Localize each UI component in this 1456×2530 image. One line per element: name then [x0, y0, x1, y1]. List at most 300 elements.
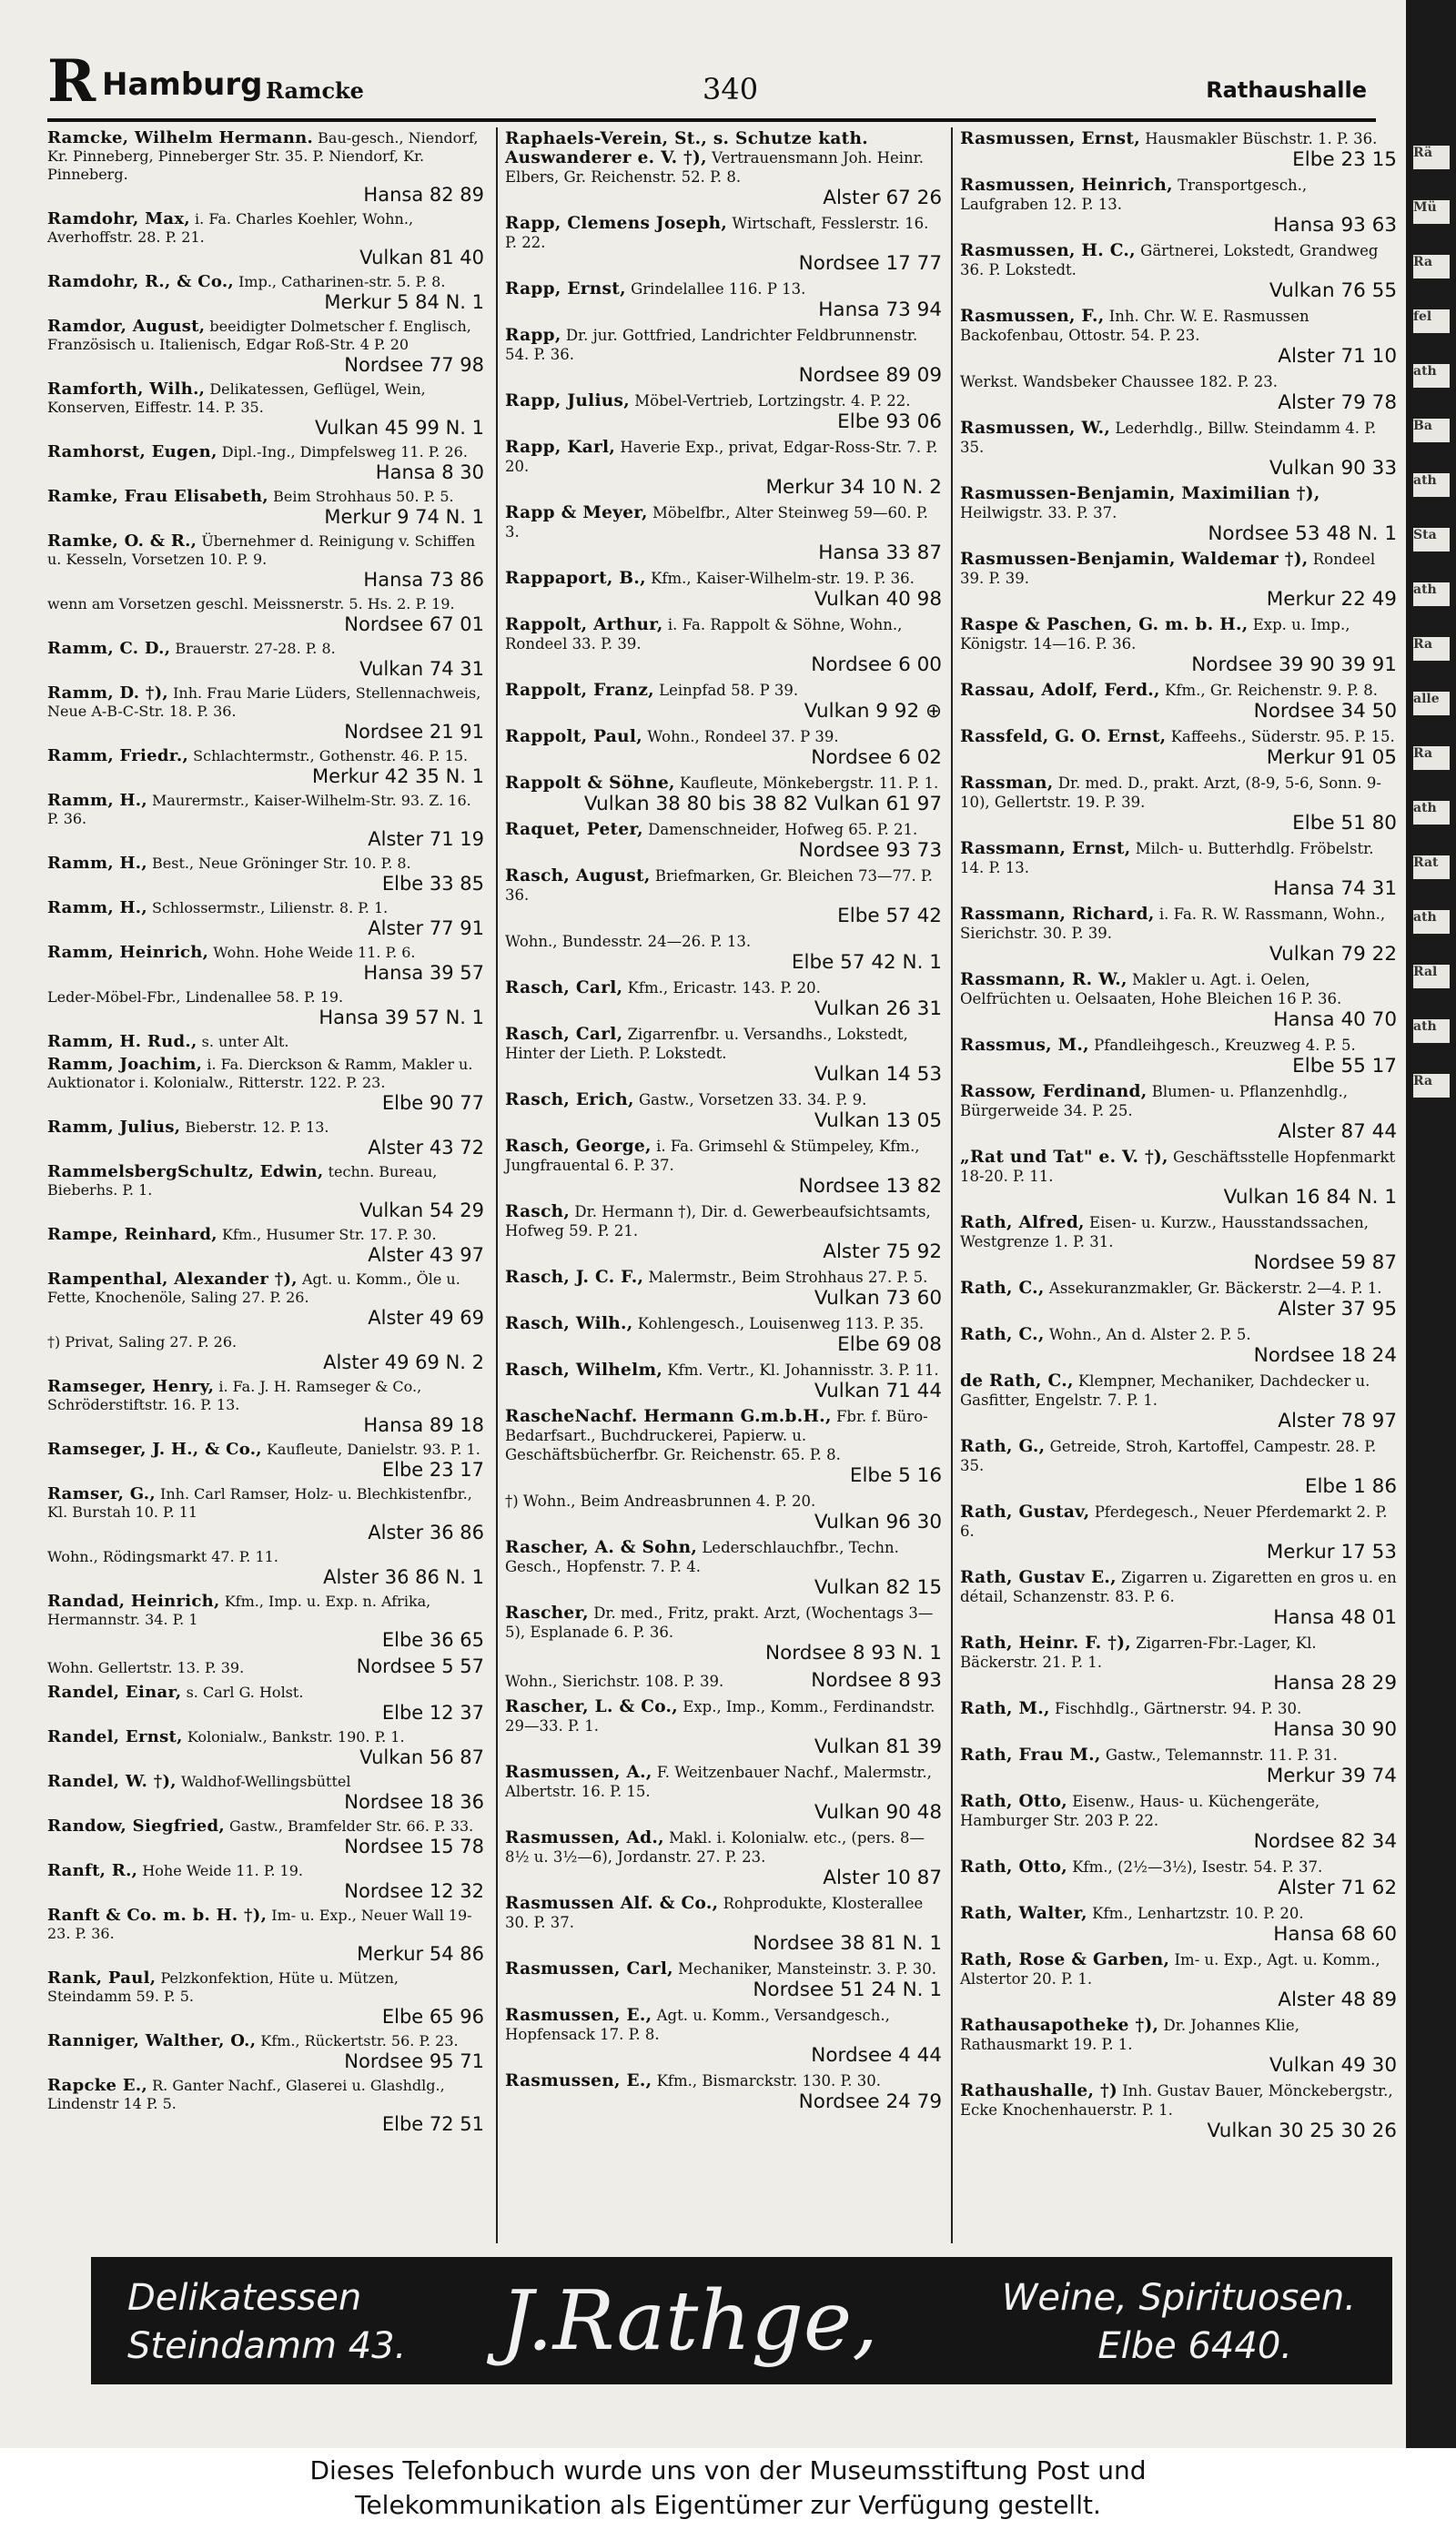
page-number: 340 [703, 72, 759, 106]
entry-phone-number: Elbe 90 77 [381, 1092, 484, 1114]
listing-entry [505, 279, 942, 321]
entry-details: Im- u. Exp., Neuer Wall 19-23. P. 36. [47, 1907, 472, 1942]
entry-phone-number: Nordsee 8 93 [811, 1669, 942, 1692]
entry-phone-number: Vulkan 74 31 [359, 658, 484, 680]
entry-phone-number: Elbe 69 08 [837, 1333, 942, 1356]
listing-entry [505, 2006, 942, 2067]
entry-details: Kolonialw., Bankstr. 190. P. 1. [187, 1728, 405, 1746]
entry-details: wenn am Vorsetzen geschl. Meissnerstr. 5. Hs. 2. P. 19. [47, 595, 455, 612]
listing-entry [505, 1669, 942, 1693]
entry-name: Rasch, J. C. F., [505, 1268, 644, 1287]
entry-phone-number: Elbe 51 80 [1292, 812, 1397, 835]
entry-phone-number: Elbe 33 85 [381, 873, 484, 895]
entry-name: Randel, W. †), [47, 1772, 177, 1791]
entry-phone-number: Vulkan 54 29 [359, 1199, 484, 1221]
entry-details: Kfm., Gr. Reichenstr. 9. P. 8. [1165, 682, 1378, 699]
entry-phone-number: Elbe 36 65 [381, 1629, 484, 1651]
entry-name: Ranft & Co. m. b. H. †), [47, 1906, 268, 1925]
entry-phone-number: Vulkan 81 40 [359, 247, 484, 268]
adjacent-page-fragment: ath [1413, 801, 1450, 825]
entry-phone-number: Merkur 22 49 [1266, 588, 1397, 611]
entry-name: Rath, Frau M., [960, 1746, 1101, 1765]
entry-details: Schlachtermstr., Gothenstr. 46. P. 15. [193, 747, 469, 764]
listing-entry [47, 944, 484, 984]
entry-details: Kfm. Vertr., Kl. Johannisstr. 3. P. 11. [667, 1361, 939, 1379]
entry-name: Rascher, [505, 1604, 589, 1623]
entry-details: Inh. Carl Ramser, Holz- u. Blechkistenfbr., Kl. Burstah 10. P. 11 [47, 1485, 472, 1521]
entry-phone-number: Vulkan 81 39 [814, 1736, 942, 1758]
entry-name: Rasch, [505, 1202, 571, 1221]
entry-name: Rath, Otto, [960, 1792, 1067, 1811]
adjacent-page-fragment: ath [1413, 1019, 1450, 1043]
listing-entry [47, 747, 484, 787]
entry-name: Rath, Heinr. F. †), [960, 1634, 1132, 1653]
entry-phone-number: Merkur 39 74 [1266, 1765, 1397, 1787]
entry-details: Kfm., Husumer Str. 17. P. 30. [221, 1226, 437, 1243]
listing-entry [47, 210, 484, 268]
entry-phone-number: Vulkan 45 99 N. 1 [315, 417, 484, 439]
listing-entry [47, 1817, 484, 1857]
entry-name: Rapp, Ernst, [505, 279, 626, 299]
entry-phone-number: Nordsee 17 77 [798, 252, 942, 275]
entry-details: Kfm., Lenhartzstr. 10. P. 20. [1092, 1905, 1304, 1922]
entry-phone-number: Nordsee 82 34 [1253, 1830, 1397, 1853]
entry-phone-number: Hansa 68 60 [1273, 1923, 1397, 1946]
listing-entry [960, 419, 1397, 480]
entry-phone-number: Alster 67 26 [823, 187, 942, 209]
entry-phone-number: Alster 71 19 [368, 828, 484, 850]
entry-phone-number: Alster 87 44 [1278, 1120, 1397, 1143]
entry-phone-number: Alster 71 10 [1278, 345, 1397, 368]
entry-name: Rappolt, Franz, [505, 681, 654, 700]
entry-name: Rassau, Adolf, Ferd., [960, 681, 1160, 700]
entry-phone-number: Nordsee 5 57 [356, 1655, 484, 1677]
entry-name: Rath, G., [960, 1437, 1046, 1456]
entry-name: Rasch, Wilh., [505, 1314, 633, 1333]
entry-details: Kfm., Ericastr. 143. P. 20. [627, 979, 821, 997]
entry-name: Rasmussen, Ernst, [960, 129, 1140, 148]
entry-phone-number: Alster 10 87 [823, 1867, 942, 1889]
entry-details: i. Fa. Dierckson & Ramm, Makler u. Auktionator i. Kolonialw., Ritterstr. 122. P. 23. [47, 1056, 473, 1091]
entry-phone-number: Alster 71 62 [1278, 1877, 1397, 1899]
entry-details: Fbr. f. Büro-Bedarfsart., Buchdruckerei, Papierw. u. Geschäftsbücherfbr. Gr. Reichenstr. 65. P. 8. [505, 1408, 928, 1463]
entry-phone-number: Vulkan 13 05 [814, 1109, 942, 1132]
entry-details: Wirtschaft, Fesslerstr. 16. P. 22. [505, 215, 929, 251]
column-divider [496, 127, 498, 2243]
listing-entry [505, 1763, 942, 1824]
adjacent-page-fragment: Ral [1413, 965, 1450, 988]
entry-phone-number: Nordsee 93 73 [798, 839, 942, 862]
entry-phone-number: Nordsee 12 32 [344, 1880, 484, 1902]
entry-name: Rath, C., [960, 1279, 1045, 1298]
entry-phone-number: Alster 77 91 [368, 917, 484, 939]
entry-phone-number: Alster 37 95 [1278, 1298, 1397, 1321]
entry-phone-number: Vulkan 76 55 [1269, 279, 1397, 302]
entry-details: s. Carl G. Holst. [186, 1684, 304, 1701]
entry-details: i. Fa. Charles Koehler, Wohn., Averhoffstr. 28. P. 21. [47, 210, 414, 246]
entry-name: Raspe & Paschen, G. m. b. H., [960, 615, 1249, 634]
entry-name: Ramcke, Wilhelm Hermann. [47, 128, 314, 147]
listing-entry [47, 1773, 484, 1813]
entry-details: Grindelallee 116. P 13. [631, 280, 806, 298]
listing-entry [505, 820, 942, 862]
entry-details: Kaufleute, Mönkebergstr. 11. P. 1. [680, 774, 939, 792]
entry-details: Wohn., Bundesstr. 24—26. P. 13. [505, 933, 752, 950]
entry-details: Leinpfad 58. P 39. [659, 682, 799, 699]
listing-entry [47, 1684, 484, 1724]
entry-details: Fischhdlg., Gärtnerstr. 94. P. 30. [1054, 1700, 1302, 1717]
entry-phone-number: Alster 78 97 [1278, 1410, 1397, 1432]
entry-details: Möbel-Vertrieb, Lortzingstr. 4. P. 22. [634, 392, 911, 410]
entry-details: Makl. i. Kolonialw. etc., (pers. 8—8½ u. 3½—6), Jordanstr. 27. P. 23. [505, 1829, 925, 1866]
entry-details: Dr. med. D., prakt. Arzt, (8-9, 5-6, Sonn. 9-10), Gellertstr. 19. P. 39. [960, 774, 1381, 811]
entry-details: i. Fa. J. H. Ramseger & Co., Schröderstiftstr. 16. P. 13. [47, 1378, 422, 1413]
entry-name: Randad, Heinrich, [47, 1592, 220, 1611]
entry-details: i. Fa. R. W. Rassmann, Wohn., Sierichstr. 30. P. 39. [960, 906, 1386, 942]
listing-entry [47, 273, 484, 313]
listing-entry [505, 1314, 942, 1356]
entry-phone-number: Alster 49 69 [368, 1307, 484, 1329]
entry-name: Ramm, Friedr., [47, 746, 189, 765]
entry-name: Rasmussen, Ad., [505, 1828, 664, 1847]
entry-details: Blumen- u. Pflanzenhdlg., Bürgerweide 34. P. 25. [960, 1083, 1348, 1119]
entry-name: Randow, Siegfried, [47, 1817, 225, 1836]
listing-entry [47, 1226, 484, 1266]
entry-name: Ranft, R., [47, 1861, 138, 1880]
entry-phone-number: Hansa 40 70 [1273, 1008, 1397, 1031]
entry-phone-number: Nordsee 38 81 N. 1 [753, 1932, 942, 1955]
entry-name: Raphaels-Verein, St., s. Schutze kath. Auswanderer e. V. †), [505, 129, 868, 167]
listing-entry [505, 1959, 942, 2001]
entry-name: Randel, Einar, [47, 1683, 182, 1702]
entry-phone-number: Nordsee 6 02 [811, 746, 942, 769]
adjacent-page-fragment: fel [1413, 309, 1450, 333]
entry-details: Imp., Catharinen-str. 5. P. 8. [238, 273, 446, 290]
entry-phone-number: Nordsee 53 48 N. 1 [1208, 522, 1397, 545]
entry-details: F. Weitzenbauer Nachf., Malermstr., Albertstr. 16. P. 15. [505, 1764, 932, 1800]
entry-name: Rasch, Wilhelm, [505, 1361, 663, 1380]
entry-details: Bieberstr. 12. P. 13. [185, 1118, 329, 1136]
entry-phone-number: Hansa 28 29 [1273, 1672, 1397, 1695]
listing-entry [960, 1792, 1397, 1853]
entry-name: Rath, Gustav, [960, 1503, 1090, 1522]
entry-phone-number: Hansa 39 57 [363, 962, 484, 984]
entry-details: Dr. Hermann †), Dir. d. Gewerbeaufsichtsamts, Hofweg 59. P. 21. [505, 1203, 931, 1240]
entry-phone-number: Vulkan 56 87 [359, 1746, 484, 1768]
footer-notice [0, 2448, 1456, 2530]
entry-phone-number: Alster 79 78 [1278, 391, 1397, 414]
entry-name: Ramdohr, R., & Co., [47, 272, 234, 291]
entry-details: R. Ganter Nachf., Glaserei u. Glashdlg., Lindenstr 14 P. 5. [47, 2077, 445, 2112]
entry-name: Rappolt, Arthur, [505, 615, 663, 634]
entry-name: Ramm, Julius, [47, 1118, 181, 1137]
listing-entry [47, 1441, 484, 1481]
entry-name: Rath, Otto, [960, 1857, 1067, 1877]
listing-entry [960, 1036, 1397, 1078]
listing-entry [960, 1699, 1397, 1741]
listing-entry [47, 1056, 484, 1114]
entry-details: Transportgesch., Laufgraben 12. P. 13. [960, 177, 1308, 213]
entry-name: Rasmussen Alf. & Co., [505, 1894, 719, 1913]
entry-name: Rampe, Reinhard, [47, 1225, 217, 1244]
entry-details: Lederschlauchfbr., Techn. Gesch., Hopfenstr. 7. P. 4. [505, 1539, 899, 1575]
listing-entry [505, 326, 942, 387]
entry-phone-number: Elbe 55 17 [1292, 1055, 1397, 1078]
adjacent-page-fragment: ath [1413, 473, 1450, 497]
entry-phone-number: Hansa 30 90 [1273, 1718, 1397, 1741]
entry-details: Maurermstr., Kaiser-Wilhelm-Str. 93. Z. 16. P. 36. [47, 792, 471, 827]
entry-details: Gastw., Telemannstr. 11. P. 31. [1105, 1746, 1338, 1764]
header-rule [47, 118, 1376, 122]
listing-entry [47, 1969, 484, 2028]
ad-company-name: J.Rathge, [500, 2273, 878, 2369]
entry-phone-number: Alster 49 69 N. 2 [323, 1351, 484, 1373]
ad-line-delikatessen: Delikatessen [127, 2277, 362, 2319]
listing-entry [47, 1270, 484, 1329]
entry-address: Wohn. Gellertstr. 13. P. 39. [47, 1659, 245, 1676]
ad-line-address: Steindamm 43. [127, 2325, 407, 2367]
entry-details: Dr. jur. Gottfried, Landrichter Feldbrunnenstr. 54. P. 36. [505, 327, 918, 363]
listing-entry [960, 129, 1397, 171]
entry-details: Makler u. Agt. i. Oelen, Oelfrüchten u. Oelsaaten, Hohe Bleichen 16 P. 36. [960, 971, 1342, 1007]
listing-entry [47, 2032, 484, 2072]
entry-name: Rascher, L. & Co., [505, 1697, 679, 1716]
section-letter: R [47, 47, 96, 116]
entry-details: Exp. u. Imp., Königstr. 14—16. P. 36. [960, 616, 1350, 653]
entry-name: Rapp, Clemens Joseph, [505, 214, 728, 233]
entry-name: Ramser, G., [47, 1484, 156, 1503]
entry-details: Gärtnerei, Lokstedt, Grandweg 36. P. Lokstedt. [960, 242, 1379, 278]
entry-details: Kfm., Bismarckstr. 130. P. 30. [656, 2072, 882, 2090]
entry-phone-number: Elbe 65 96 [381, 2006, 484, 2028]
entry-name: Rasch, Erich, [505, 1090, 634, 1109]
entry-details: Dr. Johannes Klie, Rathausmarkt 19. P. 1. [960, 2017, 1299, 2053]
listing-entry [505, 727, 942, 769]
entry-details: Best., Neue Gröninger Str. 10. P. 8. [152, 855, 411, 872]
entry-phone-number: Alster 43 72 [368, 1137, 484, 1159]
entry-details: Hohe Weide 11. P. 19. [142, 1862, 303, 1879]
entry-name: Rasmussen, E., [505, 2006, 652, 2025]
listing-entry [47, 129, 484, 206]
entry-details: Zigarrenfbr. u. Versandhs., Lokstedt, Hinter der Lieth. P. Lokstedt. [505, 1026, 908, 1062]
entry-phone-number: Hansa 74 31 [1273, 877, 1397, 900]
entry-name: Rampenthal, Alexander †), [47, 1270, 298, 1289]
entry-details: Kaufleute, Danielstr. 93. P. 1. [266, 1441, 480, 1458]
adjacent-page-fragment: ath [1413, 364, 1450, 388]
entry-details: Dipl.-Ing., Dimpfelsweg 11. P. 26. [221, 443, 468, 460]
entry-name: Ramm, H., [47, 791, 147, 810]
entry-details: Geschäftsstelle Hopfenmarkt 18-20. P. 11. [960, 1149, 1396, 1185]
entry-details: Kfm., Rückertstr. 56. P. 23. [260, 2032, 459, 2049]
listing-entry [960, 839, 1397, 900]
entry-name: Rappaport, B., [505, 569, 646, 588]
entry-phone-number: Nordsee 13 82 [798, 1175, 942, 1198]
entry-details: Assekuranzmakler, Gr. Bäckerstr. 2—4. P. 1. [1048, 1280, 1382, 1297]
entry-phone-number: Elbe 57 42 N. 1 [791, 951, 942, 974]
entry-details: Pfandleihgesch., Kreuzweg 4. P. 5. [1094, 1037, 1356, 1054]
listing-entry [47, 1378, 484, 1436]
entry-phone-number: Vulkan 30 25 30 26 [1207, 2120, 1397, 2142]
entry-phone-number: Vulkan 90 33 [1269, 457, 1397, 480]
entry-name: „Rat und Tat" e. V. †), [960, 1148, 1168, 1167]
entry-details: †) Privat, Saling 27. P. 26. [47, 1333, 238, 1351]
entry-name: Rath, Alfred, [960, 1213, 1085, 1232]
listing-entry [47, 595, 484, 635]
entry-details: Gastw., Bramfelder Str. 66. P. 33. [229, 1817, 474, 1835]
listing-entry [505, 866, 942, 927]
entry-details: Inh. Frau Marie Lüders, Stellennachweis, Neue A-B-C-Str. 18. P. 36. [47, 684, 481, 720]
entry-details: Haverie Exp., privat, Edgar-Ross-Str. 7. P. 20. [505, 439, 938, 475]
entry-name: Ramm, Joachim, [47, 1055, 203, 1074]
entry-name: Rapcke E., [47, 2076, 148, 2095]
entry-details: Pferdegesch., Neuer Pferdemarkt 2. P. 6. [960, 1503, 1388, 1540]
footer-line-1: Dieses Telefonbuch wurde uns von der Museumsstiftung Post und [309, 2455, 1147, 2485]
adjacent-page-fragment: Ba [1413, 419, 1450, 442]
entry-phone-number: Hansa 33 87 [818, 541, 942, 564]
entry-phone-number: Elbe 23 15 [1292, 148, 1397, 171]
entry-name: Rasch, Carl, [505, 1025, 623, 1044]
entry-phone-number: Hansa 93 63 [1273, 214, 1397, 237]
entry-name: Ramke, Frau Elisabeth, [47, 487, 268, 506]
entry-details: Wohn., Rödingsmarkt 47. P. 11. [47, 1548, 278, 1565]
listing-entry [505, 1697, 942, 1758]
entry-name: Rank, Paul, [47, 1968, 157, 1988]
entry-name: Rath, Gustav E., [960, 1568, 1117, 1587]
listing-entry [960, 2081, 1397, 2142]
entry-phone-number: Vulkan 26 31 [814, 997, 942, 1020]
page-header [47, 47, 1367, 116]
adjacent-page-fragment: alle [1413, 692, 1450, 715]
entry-details: s. unter Alt. [201, 1033, 289, 1050]
listing-entry [47, 899, 484, 939]
adjacent-page-fragment: Mü [1413, 200, 1450, 224]
listing-entry [960, 372, 1397, 414]
entry-name: Rascher, A. & Sohn, [505, 1538, 698, 1557]
entry-details: Wohn., Rondeel 37. P 39. [647, 728, 839, 745]
column-divider [951, 127, 953, 2243]
listing-entry [505, 615, 942, 676]
listing-entry [47, 1862, 484, 1902]
listing-entry [505, 438, 942, 499]
entry-phone-number: Alster 75 92 [823, 1240, 942, 1263]
listing-entry [47, 1593, 484, 1651]
entry-phone-number: Alster 36 86 [368, 1522, 484, 1543]
entry-name: Randel, Ernst, [47, 1727, 183, 1746]
entry-name: Rassmann, R. W., [960, 970, 1127, 989]
entry-name: Rathausapotheke †), [960, 2016, 1159, 2035]
listing-entry [505, 503, 942, 564]
entry-phone-number: Elbe 1 86 [1304, 1475, 1397, 1498]
entry-name: Rassman, [960, 774, 1054, 793]
entry-details: Kfm., Kaiser-Wilhelm-str. 19. P. 36. [651, 570, 915, 587]
listing-entry [960, 615, 1397, 676]
listing-entry [47, 488, 484, 528]
entry-name: Ramm, D. †), [47, 683, 168, 703]
entry-name: Ramdohr, Max, [47, 209, 190, 228]
entry-name: Rassfeld, G. O. Ernst, [960, 727, 1167, 746]
entry-name: de Rath, C., [960, 1371, 1074, 1391]
listing-entry [47, 1485, 484, 1543]
entry-details: Pelzkonfektion, Hüte u. Mützen, Steindamm 59. P. 5. [47, 1969, 399, 2005]
entry-phone-number: Alster 36 86 N. 1 [323, 1566, 484, 1588]
entry-phone-number: Vulkan 40 98 [814, 588, 942, 611]
adjacent-page-fragment: ath [1413, 582, 1450, 606]
entry-name: Rassmus, M., [960, 1036, 1089, 1055]
listing-entry [47, 1548, 484, 1588]
entry-phone-number: Vulkan 71 44 [814, 1380, 942, 1402]
entry-name: Rasmussen, A., [505, 1763, 652, 1782]
entry-details: Agt. u. Komm., Öle u. Fette, Knochenöle, Saling 27. P. 26. [47, 1270, 460, 1306]
entry-phone-number: Nordsee 4 44 [811, 2044, 942, 2067]
entry-details: Vertrauensmann Joh. Heinr. Elbers, Gr. Reichenstr. 52. P. 8. [505, 149, 924, 186]
entry-details: Bau-gesch., Niendorf, Kr. Pinneberg, Pinneberger Str. 35. P. Niendorf, Kr. Pinneberg. [47, 129, 479, 183]
entry-phone-number: Nordsee 39 90 39 91 [1191, 653, 1397, 676]
entry-name: RammelsbergSchultz, Edwin, [47, 1162, 324, 1181]
entry-name: Rassmann, Ernst, [960, 839, 1131, 858]
entry-name: Rasmussen, E., [505, 2071, 652, 2090]
entry-name: Raquet, Peter, [505, 820, 643, 839]
listing-entry [47, 1033, 484, 1051]
entry-details: Brauerstr. 27-28. P. 8. [175, 640, 336, 657]
footer-line-2: Telekommunikation als Eigentümer zur Verfügung gestellt. [355, 2490, 1101, 2520]
listing-entry [47, 684, 484, 743]
entry-details: Beim Strohhaus 50. P. 5. [273, 488, 454, 505]
entry-details: Hausmakler Büschstr. 1. P. 36. [1145, 130, 1378, 147]
entry-name: Ramm, H. Rud., [47, 1032, 197, 1051]
entry-details: Eisen- u. Kurzw., Hausstandssachen, Westgrenze 1. P. 31. [960, 1214, 1369, 1250]
listing-column-2 [505, 129, 942, 2118]
entry-phone-number: Merkur 17 53 [1266, 1541, 1397, 1564]
listing-entry [960, 1857, 1397, 1899]
listing-entry [960, 1213, 1397, 1274]
listing-entry [960, 905, 1397, 966]
entry-phone-number: Hansa 48 01 [1273, 1606, 1397, 1629]
listing-entry [505, 681, 942, 723]
entry-name: Rasmussen, H. C., [960, 241, 1136, 260]
listing-entry [505, 932, 942, 974]
entry-details: Lederhdlg., Billw. Steindamm 4. P. 35. [960, 420, 1377, 456]
listing-entry [960, 1904, 1397, 1946]
adjacent-page-fragment: Rat [1413, 855, 1450, 879]
entry-name: Rasmussen, Carl, [505, 1959, 673, 1978]
listing-column-3 [960, 129, 1397, 2147]
listing-entry [960, 1634, 1397, 1695]
ad-line-products: Weine, Spirituosen. [1001, 2277, 1356, 2319]
listing-entry [47, 1163, 484, 1221]
entry-details: Klempner, Mechaniker, Dachdecker u. Gasfitter, Engelstr. 7. P. 1. [960, 1372, 1370, 1409]
listing-entry [47, 443, 484, 483]
entry-details: Rondeel 39. P. 39. [960, 551, 1376, 587]
entry-phone-number: Elbe 57 42 [837, 905, 942, 927]
listing-entry [47, 1907, 484, 1965]
advertisement-banner [91, 2257, 1392, 2384]
listing-entry [505, 1025, 942, 1086]
listing-entry [960, 1325, 1397, 1367]
entry-name: Rasmussen, F., [960, 307, 1105, 326]
entry-name: Rapp & Meyer, [505, 503, 648, 522]
entry-phone-number: Nordsee 15 78 [344, 1836, 484, 1857]
entry-phone-number: Nordsee 77 98 [344, 354, 484, 376]
listing-entry [47, 318, 484, 376]
listing-entry [505, 1894, 942, 1955]
listing-entry [505, 129, 942, 209]
entry-name: Rath, M., [960, 1699, 1050, 1718]
entry-phone-number: Hansa 82 89 [363, 184, 484, 206]
entry-details: Zigarren u. Zigaretten en gros u. en détail, Schanzenstr. 83. P. 6. [960, 1569, 1397, 1605]
entry-details: †) Wohn., Beim Andreasbrunnen 4. P. 20. [505, 1493, 816, 1510]
listing-entry [505, 1828, 942, 1889]
listing-entry [505, 569, 942, 611]
